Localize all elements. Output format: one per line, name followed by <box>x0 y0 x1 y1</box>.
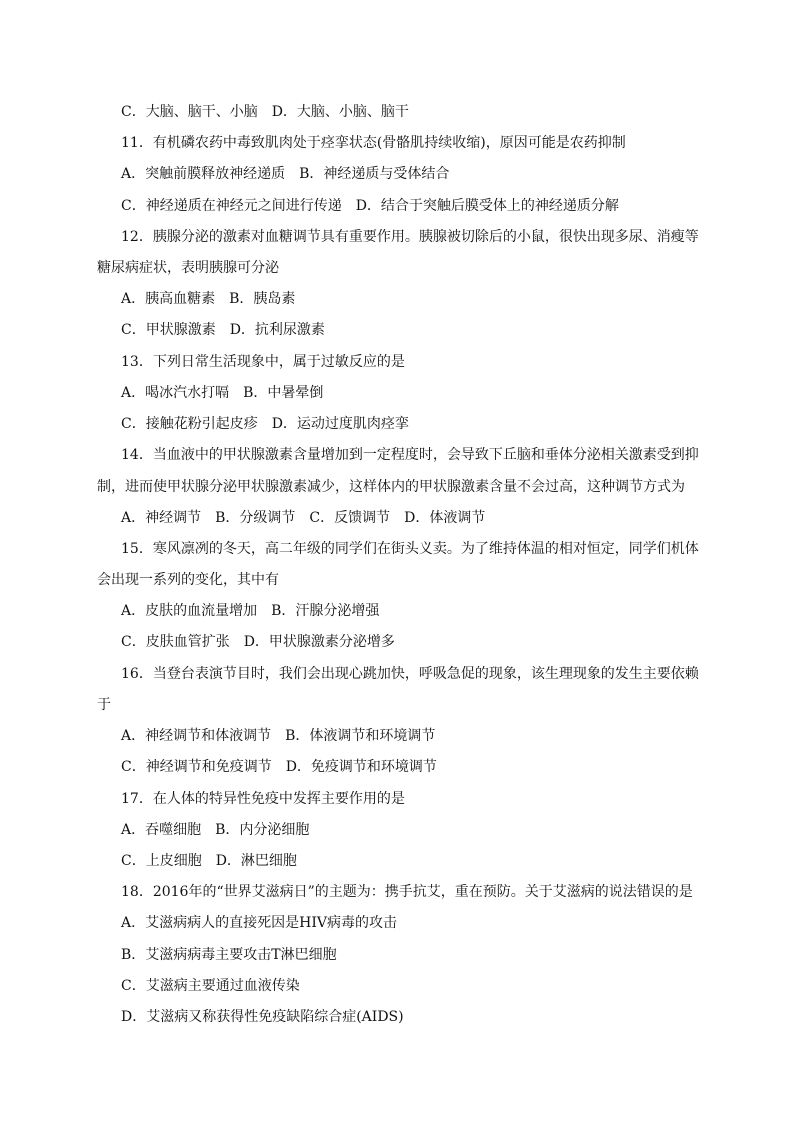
question-14-stem-line-1: 14．当血液中的甲状腺激素含量增加到一定程度时，会导致下丘脑和垂体分泌相关激素受到抑 <box>121 447 699 463</box>
question-17-stem: 17．在人体的特异性免疫中发挥主要作用的是 <box>121 791 405 807</box>
question-12-stem-line-1: 12．胰腺分泌的激素对血糖调节具有重要作用。胰腺被切除后的小鼠，很快出现多尿、消瘦等 <box>121 229 699 245</box>
question-10-options-cd: C．大脑、脑干、小脑 D．大脑、小脑、脑干 <box>121 104 409 120</box>
question-13-options-ab: A．喝冰汽水打嗝 B．中暑晕倒 <box>121 385 324 401</box>
question-11-stem: 11．有机磷农药中毒致肌肉处于痉挛状态(骨骼肌持续收缩)，原因可能是农药抑制 <box>121 135 626 151</box>
question-18-option-d: D．艾滋病又称获得性免疫缺陷综合症(AIDS) <box>121 1009 404 1025</box>
question-15-options-ab: A．皮肤的血流量增加 B．汗腺分泌增强 <box>121 603 380 619</box>
question-12-options-ab: A．胰高血糖素 B．胰岛素 <box>121 291 296 307</box>
question-17-options-ab: A．吞噬细胞 B．内分泌细胞 <box>121 822 310 838</box>
question-13-stem: 13．下列日常生活现象中，属于过敏反应的是 <box>121 354 405 370</box>
question-15-stem-line-1: 15．寒风凛冽的冬天，高二年级的同学们在街头义卖。为了维持体温的相对恒定，同学们机体 <box>121 541 699 557</box>
question-12-stem-line-2: 糖尿病症状，表明胰腺可分泌 <box>97 260 279 276</box>
question-18-stem: 18．2016年的“世界艾滋病日”的主题为：携手抗艾，重在预防。关于艾滋病的说法错误的是 <box>121 884 693 900</box>
question-14-options: A．神经调节 B．分级调节 C．反馈调节 D．体液调节 <box>121 510 486 526</box>
question-18-option-a: A．艾滋病病人的直接死因是HIV病毒的攻击 <box>121 915 397 931</box>
question-18-option-c: C．艾滋病主要通过血液传染 <box>121 978 300 994</box>
question-12-options-cd: C．甲状腺激素 D．抗利尿激素 <box>121 322 325 338</box>
question-15-stem-line-2: 会出现一系列的变化，其中有 <box>97 572 279 588</box>
question-18-option-b: B．艾滋病病毒主要攻击T淋巴细胞 <box>121 947 337 963</box>
question-13-options-cd: C．接触花粉引起皮疹 D．运动过度肌肉痉挛 <box>121 416 409 432</box>
question-11-options-cd: C．神经递质在神经元之间进行传递 D．结合于突触后膜受体上的神经递质分解 <box>121 198 619 214</box>
question-14-stem-line-2: 制，进而使甲状腺分泌甲状腺激素减少，这样体内的甲状腺激素含量不会过高，这种调节方式为 <box>97 479 685 495</box>
question-16-options-cd: C．神经调节和免疫调节 D．免疫调节和环境调节 <box>121 759 437 775</box>
question-16-options-ab: A．神经调节和体液调节 B．体液调节和环境调节 <box>121 728 436 744</box>
question-17-options-cd: C．上皮细胞 D．淋巴细胞 <box>121 853 297 869</box>
question-16-stem-line-2: 于 <box>97 697 111 713</box>
question-16-stem-line-1: 16．当登台表演节目时，我们会出现心跳加快，呼吸急促的现象，该生理现象的发生主要依赖 <box>121 666 699 682</box>
question-15-options-cd: C．皮肤血管扩张 D．甲状腺激素分泌增多 <box>121 634 395 650</box>
question-11-options-ab: A．突触前膜释放神经递质 B．神经递质与受体结合 <box>121 166 450 182</box>
